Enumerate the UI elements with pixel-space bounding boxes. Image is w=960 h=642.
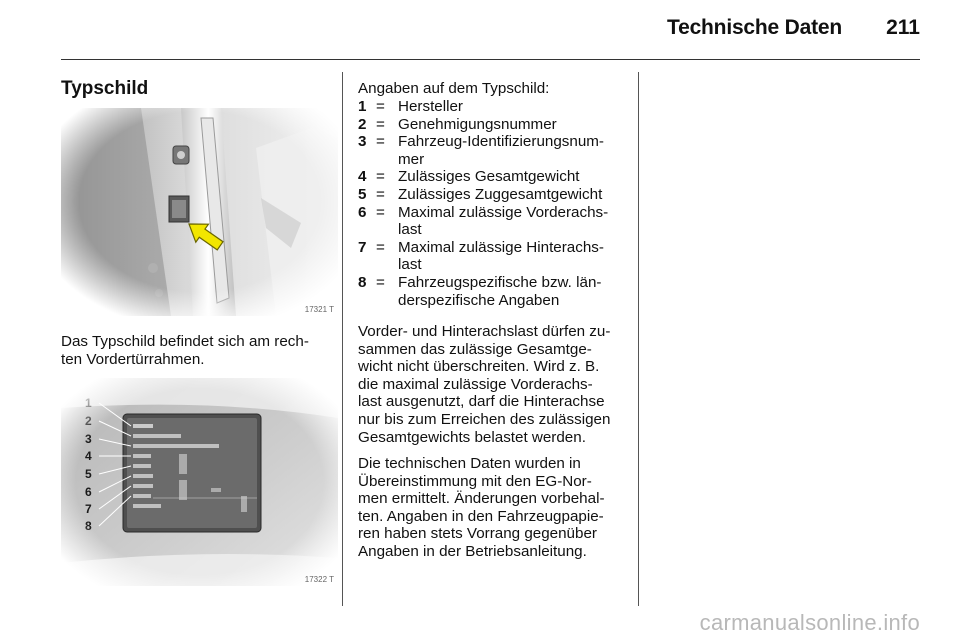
- legend-equals: =: [376, 238, 385, 256]
- legend-text: Zulässiges Gesamtgewicht: [398, 168, 580, 186]
- legend-text: Maximal zulässige Vorderachs- last: [398, 203, 609, 239]
- figure-number: 17321 T: [304, 305, 334, 314]
- legend-equals: =: [376, 273, 385, 291]
- running-header-title: Technische Daten: [667, 16, 842, 39]
- section-title: Typschild: [61, 78, 149, 99]
- legend-number: 8: [358, 273, 367, 291]
- legend-number: 4: [358, 168, 367, 186]
- legend-item: [358, 98, 633, 116]
- legend-text: Fahrzeug-Identifizierungsnum- mer: [398, 133, 604, 168]
- legend-number: 5: [358, 185, 367, 203]
- column-divider-left: [342, 72, 343, 606]
- legend-number: 1: [358, 98, 367, 115]
- text-line: ten Vordertürrahmen.: [61, 350, 205, 368]
- type-plate-illustration: [61, 378, 338, 586]
- legend-number: 7: [358, 238, 367, 256]
- legend-text: Maximal zulässige Hinterachs- last: [398, 238, 604, 274]
- legend-number: 2: [358, 115, 367, 133]
- legend-item: [358, 133, 633, 168]
- legend-item: [358, 274, 633, 309]
- legend-intro: Angaben auf dem Typschild:: [358, 80, 550, 97]
- location-text: [61, 333, 336, 368]
- header-rule: [61, 59, 920, 60]
- figure-door-frame: [61, 108, 338, 316]
- legend-equals: =: [376, 185, 385, 203]
- legend-list: [358, 98, 633, 309]
- page-number: 211: [886, 16, 920, 39]
- door-frame-illustration: [61, 108, 338, 316]
- legend-item: [358, 168, 633, 186]
- ec-standards-paragraph: Die technischen Daten wurden in Übereinstimmung mit den EG-Nor- men ermittelt. Änderungen vorbehal- ten. Angaben in den Fahrzeugpapie- ren haben stets Vorrang gegenüber Angaben in der Betriebsanleitung.: [358, 455, 605, 560]
- legend-item: [358, 116, 633, 134]
- legend-text: Hersteller: [398, 98, 463, 115]
- axle-load-paragraph: Vorder- und Hinterachslast dürfen zu- sammen das zulässige Gesamtge- wicht nicht überschreiten. Wird z. B. die maximal zulässige Vorderachs- last ausgenutzt, darf die Hinterachse nur bis zum Erreichen des zulässigen Gesamtgewichts belastet werden.: [358, 323, 611, 446]
- figure-type-plate: [61, 378, 338, 586]
- text-line: Das Typschild befindet sich am rech-: [61, 333, 309, 350]
- legend-item: [358, 186, 633, 204]
- legend-number: 6: [358, 203, 367, 221]
- legend-number: 3: [358, 133, 367, 151]
- legend-equals: =: [376, 133, 385, 151]
- legend-item: [358, 239, 633, 274]
- legend-equals: =: [376, 168, 385, 186]
- legend-text: Fahrzeugspezifische bzw. län- derspezifische Angaben: [398, 273, 602, 309]
- legend-equals: =: [376, 115, 385, 133]
- legend-item: [358, 204, 633, 239]
- watermark: carmanualsonline.info: [699, 610, 920, 635]
- legend-equals: =: [376, 203, 385, 221]
- legend-equals: =: [376, 98, 385, 115]
- legend-text: Genehmigungsnummer: [398, 115, 557, 133]
- legend-text: Zulässiges Zuggesamtgewicht: [398, 185, 603, 203]
- column-divider-right: [638, 72, 639, 606]
- figure-number: 17322 T: [304, 575, 334, 584]
